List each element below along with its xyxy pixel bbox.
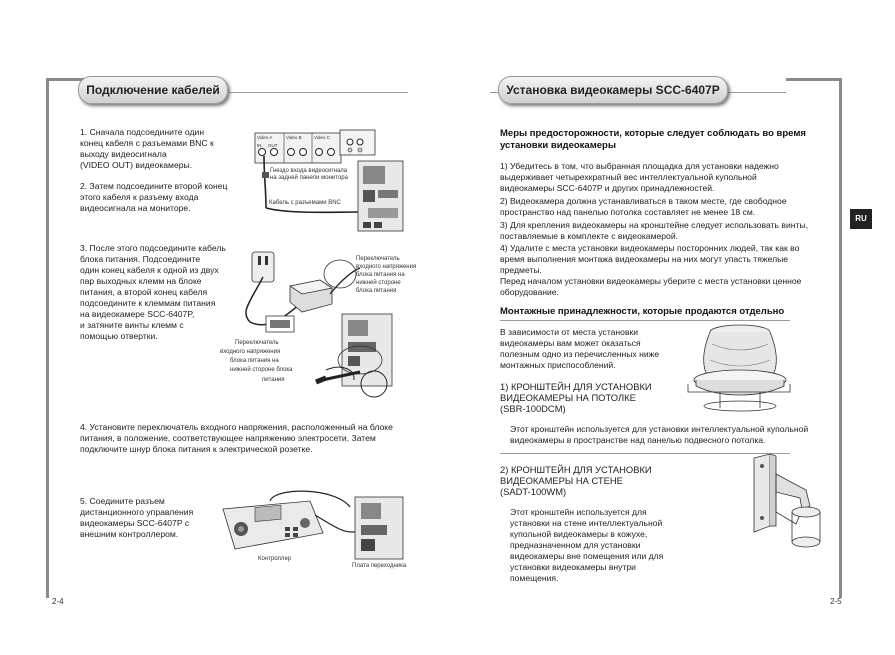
label-in: IN: [257, 143, 262, 148]
ceiling-bracket-description: Этот кронштейн используется для установки интеллектуальной купольной видеокамеры в пространстве над панелью подвесного потолка.: [510, 424, 809, 445]
step-5: 5. Соедините разъем дистанционного управления видеокамеры SCC-6407P с внешним контроллером.: [80, 496, 194, 539]
page-number-right: 2-5: [830, 597, 842, 606]
label-bnc-cable: Кабель с разъемами BNC: [269, 200, 341, 206]
step-3: 3. После этого подсоедините кабель блока питания. Подсоедините один конец кабеля к одной из двух пар выходных клемм на блоке питания, а второй конец кабеля подсоедините к клеммам питания на видеокамере SCC-6407P, и затяните винты клемм с помощью отвертки.: [80, 243, 226, 341]
label-video-b: Video B: [286, 135, 302, 140]
label-switch-top-5: блока питания: [356, 288, 397, 294]
label-monitor-input-2: на задней панели монитора: [270, 175, 348, 181]
page-title-right: Установка видеокамеры SCC-6407P: [498, 76, 728, 104]
step-1: 1. Сначала подсоедините один конец кабеля с разъемами BNC к выходу видеосигнала (VIDEO OUT) видеокамеры.: [80, 127, 214, 170]
label-switch-left-4: нижней стороне блока: [230, 367, 293, 373]
accessories-divider: [500, 320, 790, 321]
wall-bracket-illustration: [740, 452, 830, 552]
label-video-a: Video A: [257, 135, 273, 140]
ceiling-bracket-title: 1) КРОНШТЕЙН ДЛЯ УСТАНОВКИ ВИДЕОКАМЕРЫ НА ПОТОЛКЕ (SBR-100DCM): [500, 381, 652, 414]
label-switch-left-1: Переключатель: [235, 340, 279, 346]
precaution-1: 1) Убедитесь в том, что выбранная площадка для установки надежно выдерживает четырехкратный вес интеллектуальной купольной видеокамеры SCC-6407P и других принадлежностей.: [500, 161, 779, 193]
wall-bracket-title: 2) КРОНШТЕЙН ДЛЯ УСТАНОВКИ ВИДЕОКАМЕРЫ НА СТЕНЕ (SADT-100WM): [500, 464, 652, 497]
label-controller: Контроллер: [258, 556, 292, 562]
page-title: Подключение кабелей: [78, 76, 228, 104]
accessories-heading: Монтажные принадлежности, которые продаются отдельно: [500, 306, 785, 317]
precaution-2: 2) Видеокамера должна устанавливаться в таком месте, где свободное пространство над панелью потолка составляет не менее 18 см.: [500, 196, 787, 217]
ceiling-bracket-illustration: [690, 322, 800, 412]
step-4: 4. Установите переключатель входного напряжения, расположенный на блоке питания, в положение, соответствующее напряжению электросети. Затем подключите шнур блока питания к электрической розетке.: [80, 422, 393, 454]
right-margin-rule: [839, 78, 842, 598]
label-switch-top-4: нижней стороне: [356, 280, 401, 286]
accessories-intro: В зависимости от места установки видеокамеры вам может оказаться полезным одно из перечисленных ниже монтажных приспособлений.: [500, 327, 660, 370]
label-switch-top-3: блока питания на: [356, 272, 405, 278]
label-switch-left-5: питания: [262, 377, 285, 383]
step-2: 2. Затем подсоедините второй конец этого кабеля к разъему входа видеосигнала на мониторе.: [80, 181, 228, 213]
precaution-4: 4) Удалите с места установки видеокамеры посторонних людей, так как во время выполнения монтажа видеокамеры на них могут упасть тяжелые предметы. Перед началом установки видеокамеры уберите с места установки ценное оборудование.: [500, 243, 802, 297]
wall-bracket-description: Этот кронштейн используется для установки на стене интеллектуальной купольной видеокамеры в кожухе, предназначенном для установки видеокамеры вне помещения или для установки видеокамеры внутри помещения.: [510, 507, 664, 583]
left-page: [0, 0, 447, 655]
label-out: OUT: [268, 143, 278, 148]
left-margin-rule: [46, 78, 49, 598]
right-header-rule: [786, 78, 842, 81]
label-switch-top-2: входного напряжения: [356, 264, 417, 270]
language-tab: RU: [850, 209, 872, 229]
page-number-left: 2-4: [52, 597, 64, 606]
label-switch-top-1: Переключатель: [356, 256, 400, 262]
precautions-heading: Меры предосторожности, которые следует соблюдать во время установки видеокамеры: [500, 128, 806, 151]
label-switch-left-3: блока питания на: [230, 358, 279, 364]
label-monitor-input-1: Гнездо входа видеосигнала: [270, 168, 348, 174]
label-video-c: Video C: [314, 135, 330, 140]
left-title-rule: [215, 92, 408, 93]
label-adapter-board: Плата переходника: [352, 563, 407, 569]
label-switch-left-2: входного напряжения: [220, 349, 281, 355]
precaution-3: 3) Для крепления видеокамеры на кронштейне следует использовать винты, поставляемые в комплекте с видеокамерой.: [500, 220, 809, 241]
